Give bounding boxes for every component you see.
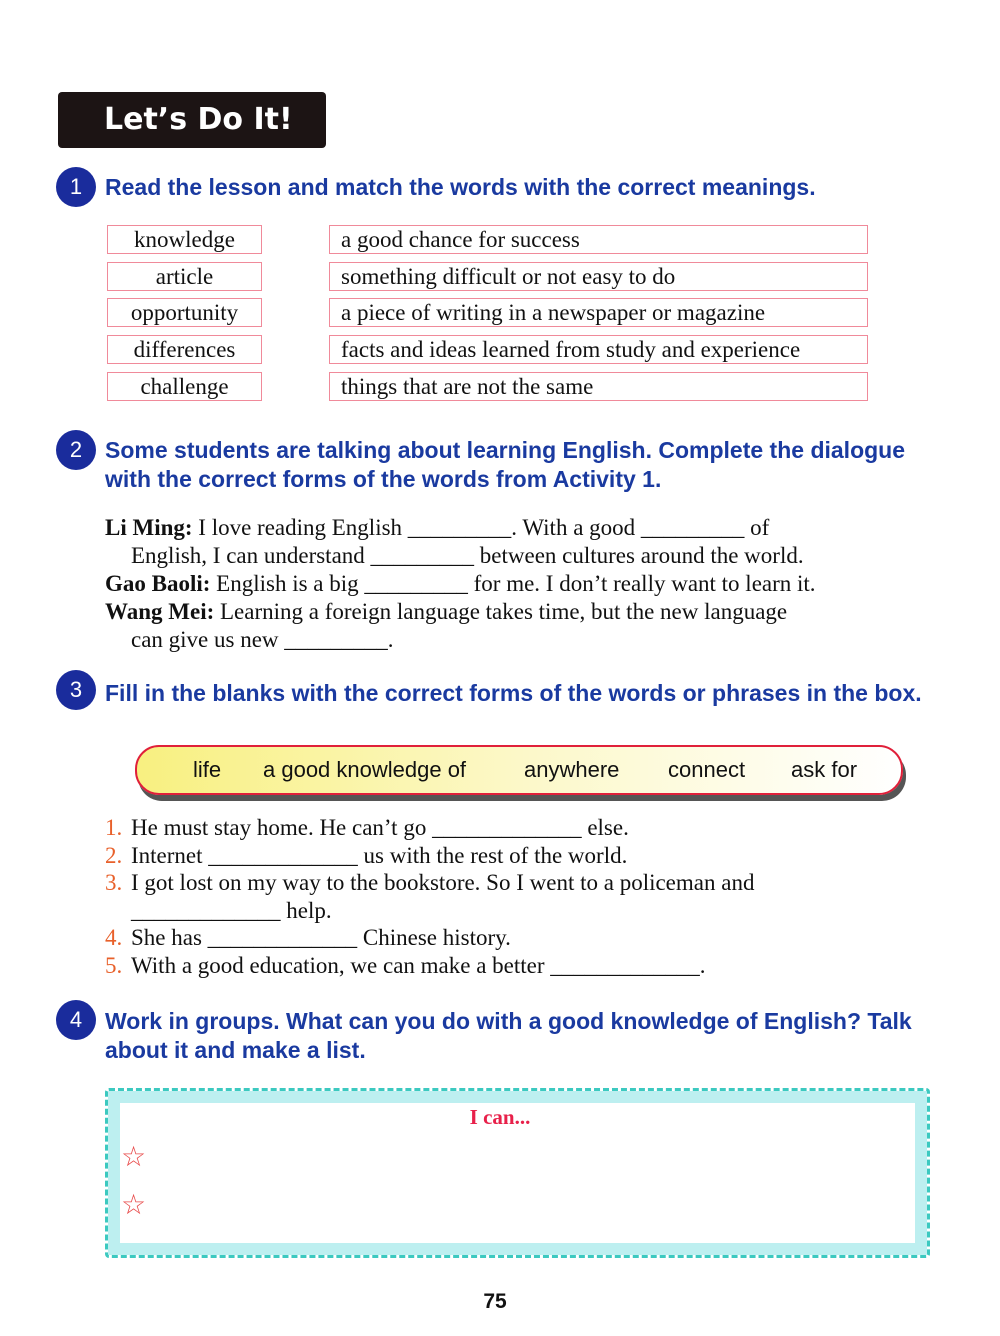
sentence-text: He must stay home. He can’t go _____________ else.	[131, 815, 629, 840]
sentence-text: _____________ help.	[131, 897, 332, 923]
sentence-number: 1.	[105, 815, 123, 840]
sentence	[105, 924, 905, 952]
speaker: Wang Mei:	[105, 599, 215, 624]
sentence	[105, 869, 905, 897]
phrase: a good knowledge of	[263, 757, 467, 782]
sentence-text: I got lost on my way to the bookstore. So I went to a policeman and	[131, 870, 755, 896]
meaning-box: a good chance for success	[329, 225, 868, 254]
sentence-text: She has _____________ Chinese history.	[131, 925, 511, 951]
meaning-box: facts and ideas learned from study and experience	[329, 335, 868, 364]
section-title: Let’s Do It!	[58, 92, 326, 148]
word-box: differences	[107, 335, 262, 364]
phrase: connect	[668, 757, 746, 782]
activity-number-3: 3	[56, 670, 96, 710]
dialogue-line: can give us new _________.	[131, 627, 394, 652]
phrase: ask for	[791, 757, 858, 782]
sentence-number: 3.	[105, 870, 123, 896]
sentence	[105, 952, 905, 980]
sentence-text: Internet _____________ us with the rest of the world.	[131, 842, 628, 868]
list-box-title: I can...	[469, 1105, 531, 1129]
activity-number-2: 2	[56, 430, 96, 470]
sentence	[105, 814, 905, 842]
phrase: anywhere	[524, 757, 620, 782]
sentence-number: 4.	[105, 925, 123, 951]
word-box: knowledge	[107, 225, 262, 254]
dialogue-line: Learning a foreign language takes time, but the new language	[214, 599, 788, 624]
word-box: article	[107, 262, 262, 291]
dialogue	[105, 514, 905, 654]
phrase: life	[193, 757, 222, 782]
phrase-box	[135, 745, 903, 795]
activity-4-heading: Work in groups. What can you do with a good knowledge of English? Talk about it and make a list.	[105, 1008, 912, 1063]
dialogue-line: I love reading English _________. With a good _________ of	[192, 515, 770, 540]
page-number: 75	[483, 1290, 507, 1313]
sentence-number: 2.	[105, 842, 123, 868]
word-box: challenge	[107, 372, 262, 401]
activity-number-1: 1	[56, 167, 96, 207]
meaning-box: something difficult or not easy to do	[329, 262, 868, 291]
dialogue-line: English is a big _________ for me. I don’t really want to learn it.	[210, 571, 816, 596]
activity-1-heading: Read the lesson and match the words with the correct meanings.	[105, 174, 816, 200]
star-icon: ☆	[121, 1142, 147, 1173]
dialogue-line: English, I can understand _________ between cultures around the world.	[131, 543, 804, 568]
activity-2-heading: Some students are talking about learning English. Complete the dialogue with the correct forms of the words from Activity 1.	[105, 437, 906, 492]
speaker: Gao Baoli:	[105, 571, 211, 596]
meaning-box: things that are not the same	[329, 372, 868, 401]
sentence	[105, 842, 905, 870]
meaning-box: a piece of writing in a newspaper or magazine	[329, 298, 868, 327]
sentence-number: 5.	[105, 952, 123, 978]
sentence-text: With a good education, we can make a better _____________.	[131, 952, 706, 978]
star-icon: ☆	[121, 1190, 147, 1221]
speaker: Li Ming:	[105, 515, 193, 540]
sentence-list	[105, 814, 905, 980]
activity-3-heading: Fill in the blanks with the correct forms of the words or phrases in the box.	[105, 680, 922, 706]
activity-number-4: 4	[56, 1000, 96, 1040]
word-box: opportunity	[107, 298, 262, 327]
